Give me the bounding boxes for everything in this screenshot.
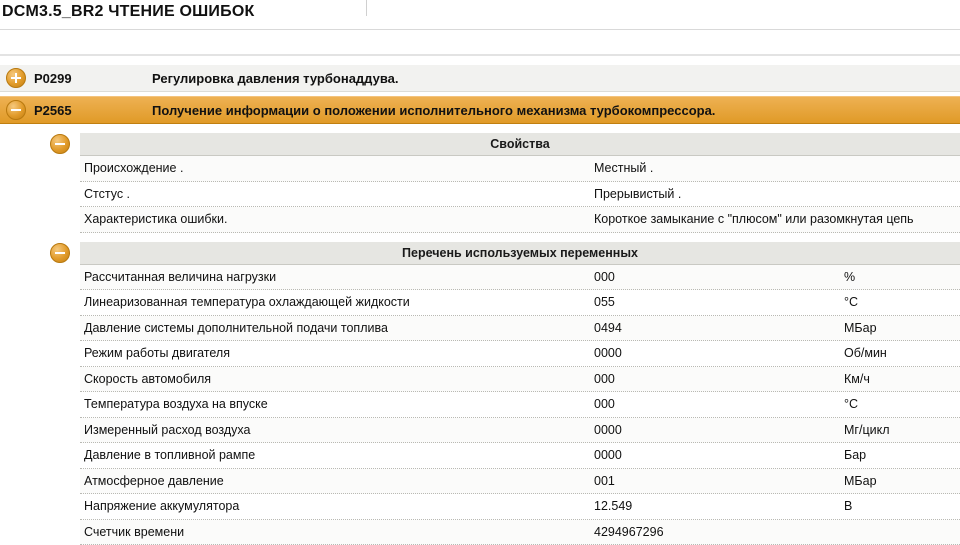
header-underline [0, 29, 960, 30]
variable-value: 12.549 [594, 499, 844, 513]
dtc-code: P2565 [34, 103, 152, 118]
page-header [0, 0, 960, 30]
table-row [80, 418, 960, 444]
table-row [80, 494, 960, 520]
variable-value: 0494 [594, 321, 844, 335]
property-value: Короткое замыкание с "плюсом" или разомкнутая цепь [594, 212, 954, 226]
variable-unit: °C [844, 397, 960, 411]
table-row [80, 367, 960, 393]
property-label: Характеристика ошибки. [80, 212, 594, 226]
dtc-list [0, 64, 960, 545]
table-row [80, 182, 960, 208]
table-row [80, 290, 960, 316]
variable-value: 0000 [594, 346, 844, 360]
panel-gap [0, 233, 960, 241]
variables-panel-title: Перечень используемых переменных [80, 241, 960, 265]
variables-panel [46, 241, 960, 545]
header-divider [0, 54, 960, 56]
table-row [80, 316, 960, 342]
table-row [80, 265, 960, 291]
collapse-minus-icon[interactable] [6, 100, 26, 120]
variable-value: 001 [594, 474, 844, 488]
variable-unit: МБар [844, 474, 960, 488]
dtc-description: Получение информации о положении исполнительного механизма турбокомпрессора. [152, 103, 715, 118]
variable-label: Давление в топливной рампе [80, 448, 594, 462]
variable-value: 000 [594, 397, 844, 411]
variable-label: Напряжение аккумулятора [80, 499, 594, 513]
variable-unit: °C [844, 295, 960, 309]
properties-panel [46, 132, 960, 233]
table-row [80, 156, 960, 182]
variable-unit: % [844, 270, 960, 284]
variable-label: Скорость автомобиля [80, 372, 594, 386]
property-label: Стстус . [80, 187, 594, 201]
variable-value: 0000 [594, 423, 844, 437]
variable-label: Линеаризованная температура охлаждающей жидкости [80, 295, 594, 309]
variable-unit: Бар [844, 448, 960, 462]
dtc-row[interactable] [0, 64, 960, 92]
variable-value: 055 [594, 295, 844, 309]
table-row [80, 207, 960, 233]
variable-unit: Км/ч [844, 372, 960, 386]
property-label: Происхождение . [80, 161, 594, 175]
variable-label: Атмосферное давление [80, 474, 594, 488]
table-row [80, 520, 960, 545]
variable-unit: МБар [844, 321, 960, 335]
variable-value: 0000 [594, 448, 844, 462]
properties-panel-header[interactable] [46, 132, 960, 156]
variable-unit: Мг/цикл [844, 423, 960, 437]
dtc-row-selected[interactable] [0, 96, 960, 124]
variables-rows [80, 265, 960, 545]
variable-label: Счетчик времени [80, 525, 594, 539]
expand-plus-icon[interactable] [6, 68, 26, 88]
variable-label: Измеренный расход воздуха [80, 423, 594, 437]
variable-label: Давление системы дополнительной подачи топлива [80, 321, 594, 335]
page-title: DCM3.5_BR2 ЧТЕНИЕ ОШИБОК [2, 3, 254, 21]
table-row [80, 392, 960, 418]
variable-value: 4294967296 [594, 525, 844, 539]
variable-label: Режим работы двигателя [80, 346, 594, 360]
table-row [80, 469, 960, 495]
variable-value: 000 [594, 270, 844, 284]
variable-value: 000 [594, 372, 844, 386]
dtc-code: P0299 [34, 71, 152, 86]
table-row [80, 341, 960, 367]
collapse-minus-icon[interactable] [50, 134, 70, 154]
variable-label: Температура воздуха на впуске [80, 397, 594, 411]
variable-unit: Об/мин [844, 346, 960, 360]
property-value: Местный . [594, 161, 954, 175]
variables-panel-header[interactable] [46, 241, 960, 265]
dtc-description: Регулировка давления турбонаддува. [152, 71, 398, 86]
variable-label: Рассчитанная величина нагрузки [80, 270, 594, 284]
properties-panel-title: Свойства [80, 132, 960, 156]
properties-rows [80, 156, 960, 233]
collapse-minus-icon[interactable] [50, 243, 70, 263]
variable-unit: В [844, 499, 960, 513]
panel-gap [0, 124, 960, 132]
property-value: Прерывистый . [594, 187, 954, 201]
table-row [80, 443, 960, 469]
header-tick-mark [366, 0, 367, 16]
